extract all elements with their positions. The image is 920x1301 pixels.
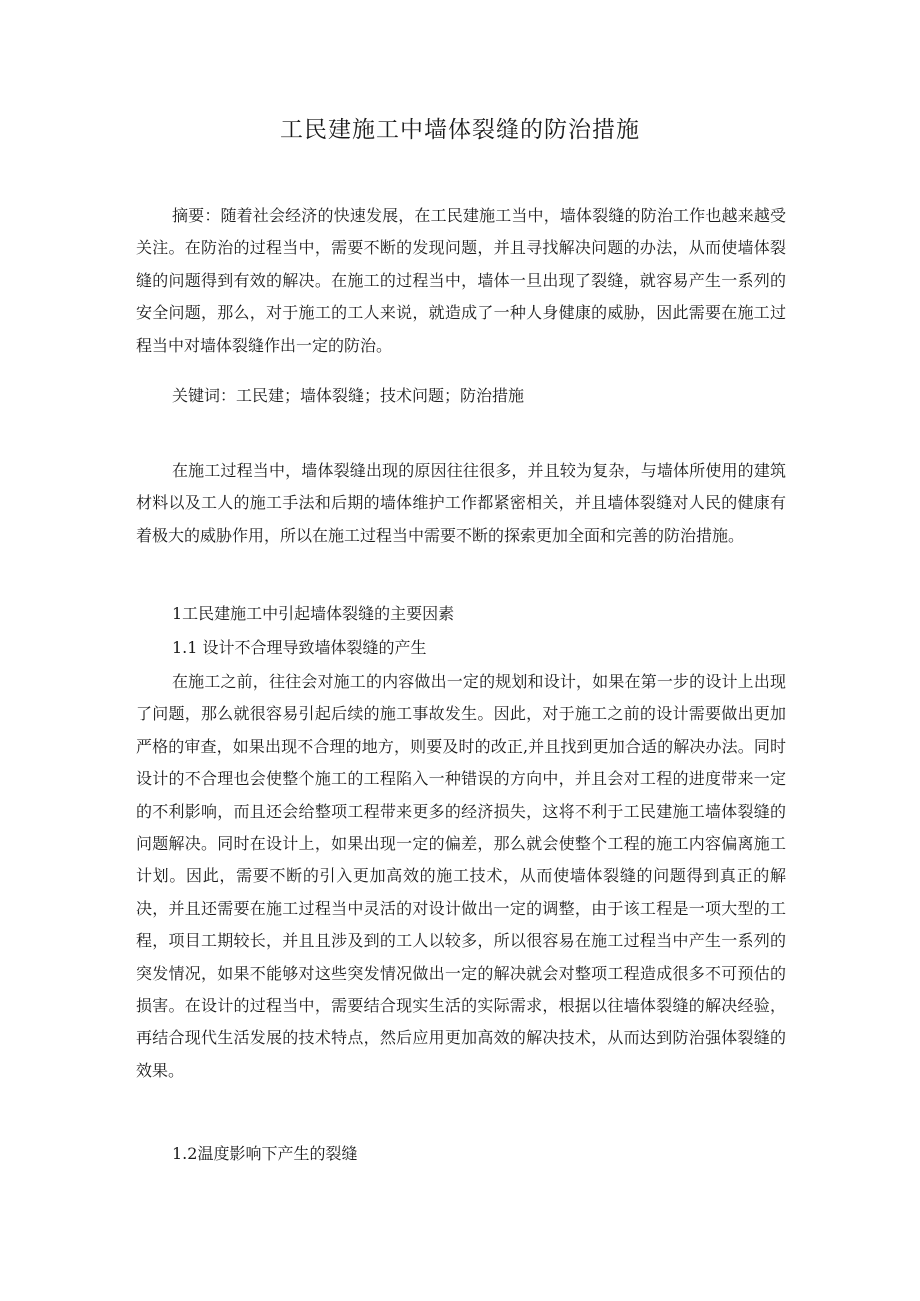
section-1-2-heading: 1.2温度影响下产生的裂缝 xyxy=(172,1144,358,1163)
section-1-1-heading: 1.1 设计不合理导致墙体裂缝的产生 xyxy=(172,638,427,657)
section-1-heading: 1工民建施工中引起墙体裂缝的主要因素 xyxy=(172,604,455,623)
intro-paragraph: 在施工过程当中，墙体裂缝出现的原因往往很多，并且较为复杂，与墙体所使用的建筑材料以及工人的施工手法和后期的墙体维护工作都紧密相关，并且墙体裂缝对人民的健康有着极大的威胁作用，所以在施工过程当中需要不断的探索更加全面和完善的防治措施。 xyxy=(136,461,786,545)
section-1-1-paragraph: 在施工之前，往往会对施工的内容做出一定的规划和设计，如果在第一步的设计上出现了问题，那么就很容易引起后续的施工事故发生。因此，对于施工之前的设计需要做出更加严格的审查，如果出现不合理的地方，则要及时的改正,并且找到更加合适的解决办法。同时设计的不合理也会使整个施工的工程陷入一种错误的方向中，并且会对工程的进度带来一定的不利影响，而且还会给整项工程带来更多的经济损失，这将不利于工民建施工墙体裂缝的问题解决。同时在设计上，如果出现一定的偏差，那么就会使整个工程的施工内容偏离施工计划。因此，需要不断的引入更加高效的施工技术，从而使墙体裂缝的问题得到真正的解决，并且还需要在施工过程当中灵活的对设计做出一定的调整，由于该工程是一项大型的工程，项目工期较长，并且且涉及到的工人以较多，所以很容易在施工过程当中产生一系列的突发情况，如果不能够对这些突发情况做出一定的解决就会对整项工程造成很多不可预估的损害。在设计的过程当中，需要结合现实生活的实际需求，根据以往墙体裂缝的解决经验，再结合现代生活发展的技术特点，然后应用更加高效的解决技术，从而达到防治强体裂缝的效果。 xyxy=(136,672,786,1080)
abstract-paragraph: 摘要：随着社会经济的快速发展，在工民建施工当中，墙体裂缝的防治工作也越来越受关注。在防治的过程当中，需要不断的发现问题，并且寻找解决问题的办法，从而使墙体裂缝的问题得到有效的解决。在施工的过程当中，墙体一旦出现了裂缝，就容易产生一系列的安全问题，那么，对于施工的工人来说，就造成了一种人身健康的威胁，因此需要在施工过程当中对墙体裂缝作出一定的防治。 xyxy=(136,206,786,355)
document-title: 工民建施工中墙体裂缝的防治措施 xyxy=(280,117,640,143)
keywords-line: 关键词：工民建；墙体裂缝；技术问题；防治措施 xyxy=(172,386,525,405)
